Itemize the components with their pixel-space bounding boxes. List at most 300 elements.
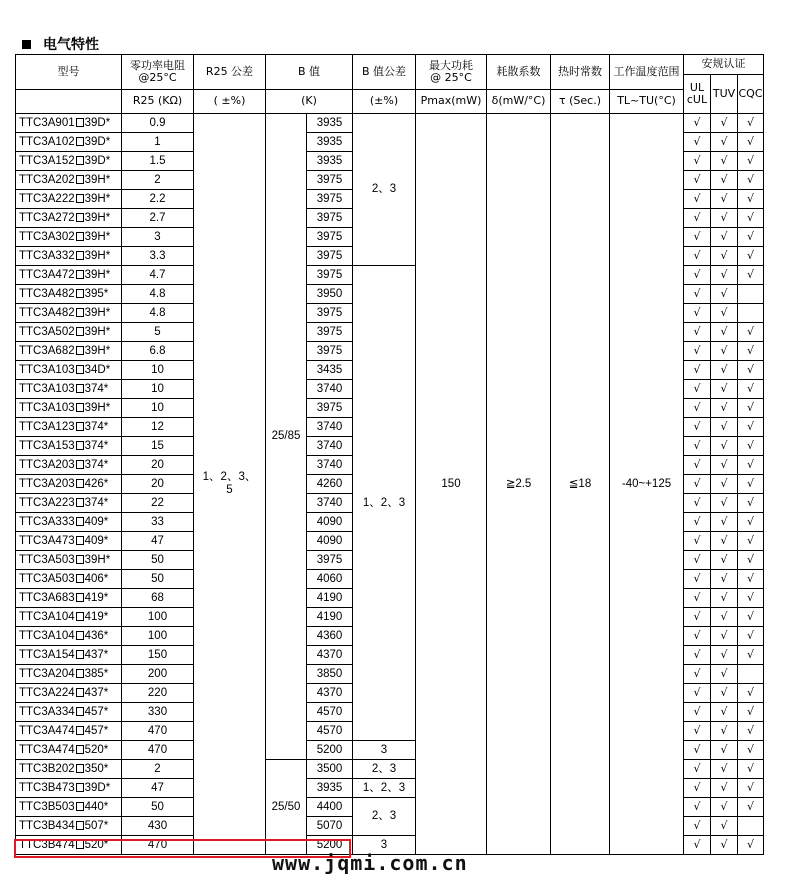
unit-model <box>16 90 122 114</box>
placeholder-box-icon <box>76 574 84 583</box>
b-value-cell: 5070 <box>307 817 353 836</box>
model-cell <box>16 171 122 190</box>
placeholder-box-icon <box>76 289 84 298</box>
tuv-check-cell: √ <box>711 152 738 171</box>
model-cell <box>16 152 122 171</box>
model-prefix: TTC3A683 <box>19 591 75 604</box>
tuv-check-cell: √ <box>711 494 738 513</box>
temp-range-cell: -40~+125 <box>610 114 684 855</box>
model-prefix: TTC3A103 <box>19 363 75 376</box>
header-b-tolerance: B 值公差 <box>353 55 416 90</box>
b-tolerance-cell: 2、3 <box>353 798 416 836</box>
ul-check-cell: √ <box>684 228 711 247</box>
placeholder-box-icon <box>76 327 84 336</box>
cqc-check-cell: √ <box>738 152 764 171</box>
placeholder-box-icon <box>76 118 84 127</box>
cqc-check-cell <box>738 304 764 323</box>
r25-cell: 3 <box>122 228 194 247</box>
tuv-check-cell: √ <box>711 114 738 133</box>
model-suffix: 374* <box>84 439 109 452</box>
tuv-check-cell: √ <box>711 228 738 247</box>
model-suffix: 406* <box>84 572 109 585</box>
cqc-check-cell: √ <box>738 741 764 760</box>
tuv-check-cell: √ <box>711 342 738 361</box>
model-prefix: TTC3A482 <box>19 287 75 300</box>
tuv-check-cell: √ <box>711 418 738 437</box>
ul-check-cell: √ <box>684 836 711 855</box>
model-cell <box>16 532 122 551</box>
ul-check-cell: √ <box>684 380 711 399</box>
r25-cell: 2.2 <box>122 190 194 209</box>
cqc-check-cell: √ <box>738 247 764 266</box>
model-cell <box>16 456 122 475</box>
square-bullet-icon <box>22 40 31 49</box>
header-ul: UL cUL <box>684 75 711 114</box>
ul-check-cell: √ <box>684 475 711 494</box>
b-value-cell: 3950 <box>307 285 353 304</box>
b-value-cell: 3975 <box>307 304 353 323</box>
ul-check-cell: √ <box>684 589 711 608</box>
b-value-cell: 3975 <box>307 266 353 285</box>
model-prefix: TTC3A474 <box>19 743 75 756</box>
b-value-cell: 3975 <box>307 551 353 570</box>
r25-cell: 50 <box>122 570 194 589</box>
header-cqc: CQC <box>738 75 764 114</box>
b-value-cell: 3975 <box>307 171 353 190</box>
model-suffix: 436* <box>84 629 109 642</box>
model-cell <box>16 209 122 228</box>
table-row <box>16 114 764 133</box>
model-suffix: 409* <box>84 515 109 528</box>
ul-check-cell: √ <box>684 741 711 760</box>
model-suffix: 39H* <box>84 306 111 319</box>
placeholder-box-icon <box>76 669 84 678</box>
ul-check-cell: √ <box>684 190 711 209</box>
placeholder-box-icon <box>76 840 84 849</box>
model-cell <box>16 798 122 817</box>
header-tuv: TUV <box>711 75 738 114</box>
placeholder-box-icon <box>76 707 84 716</box>
model-cell <box>16 304 122 323</box>
ul-check-cell: √ <box>684 513 711 532</box>
cqc-check-cell: √ <box>738 266 764 285</box>
cqc-check-cell: √ <box>738 760 764 779</box>
r25-cell: 33 <box>122 513 194 532</box>
placeholder-box-icon <box>76 270 84 279</box>
model-cell <box>16 247 122 266</box>
r25-cell: 470 <box>122 741 194 760</box>
cqc-check-cell: √ <box>738 551 764 570</box>
r25-cell: 4.7 <box>122 266 194 285</box>
model-prefix: TTC3A224 <box>19 686 75 699</box>
placeholder-box-icon <box>76 555 84 564</box>
tuv-check-cell: √ <box>711 684 738 703</box>
header-safety: 安规认证 <box>684 55 764 75</box>
model-prefix: TTC3A203 <box>19 458 75 471</box>
model-prefix: TTC3A204 <box>19 667 75 680</box>
ul-check-cell: √ <box>684 399 711 418</box>
r25-cell: 1 <box>122 133 194 152</box>
b-value-cell: 3850 <box>307 665 353 684</box>
cqc-check-cell: √ <box>738 228 764 247</box>
b-value-cell: 3975 <box>307 342 353 361</box>
placeholder-box-icon <box>76 460 84 469</box>
r25-cell: 430 <box>122 817 194 836</box>
ul-check-cell: √ <box>684 342 711 361</box>
b-group-cell: 25/85 <box>266 114 307 760</box>
b-tolerance-cell: 3 <box>353 741 416 760</box>
placeholder-box-icon <box>76 213 84 222</box>
ul-check-cell: √ <box>684 722 711 741</box>
model-suffix: 419* <box>84 591 109 604</box>
b-value-cell: 4370 <box>307 646 353 665</box>
model-suffix: 39H* <box>84 230 111 243</box>
model-suffix: 385* <box>84 667 109 680</box>
r25-cell: 470 <box>122 836 194 855</box>
b-value-cell: 3975 <box>307 228 353 247</box>
cqc-check-cell <box>738 817 764 836</box>
header-thermal-time: 热时常数 <box>551 55 610 90</box>
model-suffix: 39H* <box>84 249 111 262</box>
ul-check-cell: √ <box>684 266 711 285</box>
cqc-check-cell: √ <box>738 361 764 380</box>
model-cell <box>16 190 122 209</box>
tuv-check-cell: √ <box>711 722 738 741</box>
model-cell <box>16 627 122 646</box>
placeholder-box-icon <box>76 650 84 659</box>
placeholder-box-icon <box>76 593 84 602</box>
ul-check-cell: √ <box>684 209 711 228</box>
r25-tolerance-cell: 1、2、3、5 <box>194 114 266 855</box>
ul-check-cell: √ <box>684 703 711 722</box>
tuv-check-cell: √ <box>711 532 738 551</box>
model-prefix: TTC3B473 <box>19 781 75 794</box>
model-cell <box>16 665 122 684</box>
section-title <box>22 34 99 54</box>
r25-cell: 12 <box>122 418 194 437</box>
model-cell <box>16 323 122 342</box>
tuv-check-cell: √ <box>711 779 738 798</box>
cqc-check-cell: √ <box>738 418 764 437</box>
tuv-check-cell: √ <box>711 646 738 665</box>
tuv-check-cell: √ <box>711 437 738 456</box>
cqc-check-cell: √ <box>738 513 764 532</box>
tuv-check-cell: √ <box>711 323 738 342</box>
model-cell <box>16 133 122 152</box>
b-value-cell: 4360 <box>307 627 353 646</box>
placeholder-box-icon <box>76 821 84 830</box>
placeholder-box-icon <box>76 251 84 260</box>
ul-check-cell: √ <box>684 779 711 798</box>
b-value-cell: 3935 <box>307 152 353 171</box>
tuv-check-cell: √ <box>711 285 738 304</box>
placeholder-box-icon <box>76 783 84 792</box>
ul-check-cell: √ <box>684 437 711 456</box>
tuv-check-cell: √ <box>711 760 738 779</box>
b-value-cell: 3975 <box>307 399 353 418</box>
model-prefix: TTC3A103 <box>19 382 75 395</box>
model-suffix: 39H* <box>84 268 111 281</box>
b-value-cell: 3975 <box>307 209 353 228</box>
cqc-check-cell: √ <box>738 779 764 798</box>
placeholder-box-icon <box>76 194 84 203</box>
model-cell <box>16 646 122 665</box>
dissipation-cell: ≧2.5 <box>487 114 551 855</box>
unit-pmax: Pmax(mW) <box>416 90 487 114</box>
model-prefix: TTC3B503 <box>19 800 75 813</box>
tuv-check-cell: √ <box>711 171 738 190</box>
model-cell <box>16 399 122 418</box>
r25-cell: 10 <box>122 380 194 399</box>
tuv-check-cell: √ <box>711 399 738 418</box>
model-cell <box>16 741 122 760</box>
ul-check-cell: √ <box>684 646 711 665</box>
placeholder-box-icon <box>76 726 84 735</box>
r25-cell: 470 <box>122 722 194 741</box>
model-suffix: 507* <box>84 819 109 832</box>
model-suffix: 39H* <box>84 401 111 414</box>
r25-cell: 50 <box>122 551 194 570</box>
r25-cell: 4.8 <box>122 304 194 323</box>
model-prefix: TTC3A203 <box>19 477 75 490</box>
b-value-cell: 4570 <box>307 703 353 722</box>
r25-cell: 4.8 <box>122 285 194 304</box>
ul-check-cell: √ <box>684 247 711 266</box>
ul-check-cell: √ <box>684 665 711 684</box>
b-value-cell: 3975 <box>307 323 353 342</box>
table-body <box>16 114 764 855</box>
model-prefix: TTC3A302 <box>19 230 75 243</box>
tuv-check-cell: √ <box>711 456 738 475</box>
model-prefix: TTC3A503 <box>19 572 75 585</box>
model-prefix: TTC3A482 <box>19 306 75 319</box>
model-suffix: 39D* <box>84 154 111 167</box>
tuv-check-cell: √ <box>711 570 738 589</box>
r25-cell: 47 <box>122 532 194 551</box>
b-value-cell: 4260 <box>307 475 353 494</box>
model-prefix: TTC3A152 <box>19 154 75 167</box>
tuv-check-cell: √ <box>711 703 738 722</box>
placeholder-box-icon <box>76 498 84 507</box>
b-value-cell: 3935 <box>307 133 353 152</box>
cqc-check-cell: √ <box>738 475 764 494</box>
tuv-check-cell: √ <box>711 817 738 836</box>
placeholder-box-icon <box>76 232 84 241</box>
ul-check-cell: √ <box>684 133 711 152</box>
header-dissipation: 耗散系数 <box>487 55 551 90</box>
b-value-cell: 3935 <box>307 114 353 133</box>
cqc-check-cell: √ <box>738 646 764 665</box>
model-cell <box>16 513 122 532</box>
header-b-value: B 值 <box>266 55 353 90</box>
model-cell <box>16 285 122 304</box>
ul-check-cell: √ <box>684 304 711 323</box>
placeholder-box-icon <box>76 422 84 431</box>
tuv-check-cell: √ <box>711 266 738 285</box>
cqc-check-cell: √ <box>738 209 764 228</box>
r25-cell: 200 <box>122 665 194 684</box>
tuv-check-cell: √ <box>711 380 738 399</box>
b-value-cell: 3435 <box>307 361 353 380</box>
ul-check-cell: √ <box>684 456 711 475</box>
model-prefix: TTC3A222 <box>19 192 75 205</box>
tuv-check-cell: √ <box>711 513 738 532</box>
ul-check-cell: √ <box>684 817 711 836</box>
cqc-check-cell: √ <box>738 722 764 741</box>
ul-check-cell: √ <box>684 570 711 589</box>
unit-dissipation: δ(mW/°C) <box>487 90 551 114</box>
r25-cell: 5 <box>122 323 194 342</box>
model-cell <box>16 703 122 722</box>
r25-cell: 2.7 <box>122 209 194 228</box>
unit-r25-tolerance: ( ±%) <box>194 90 266 114</box>
placeholder-box-icon <box>76 631 84 640</box>
model-prefix: TTC3A272 <box>19 211 75 224</box>
model-suffix: 457* <box>84 705 109 718</box>
pmax-cell: 150 <box>416 114 487 855</box>
cqc-check-cell: √ <box>738 798 764 817</box>
b-value-cell: 3740 <box>307 437 353 456</box>
model-cell <box>16 817 122 836</box>
r25-cell: 22 <box>122 494 194 513</box>
placeholder-box-icon <box>76 536 84 545</box>
model-suffix: 457* <box>84 724 109 737</box>
tuv-check-cell: √ <box>711 551 738 570</box>
model-suffix: 437* <box>84 686 109 699</box>
model-prefix: TTC3A901 <box>19 116 75 129</box>
model-cell <box>16 760 122 779</box>
r25-cell: 20 <box>122 475 194 494</box>
model-prefix: TTC3A104 <box>19 610 75 623</box>
cqc-check-cell <box>738 665 764 684</box>
tuv-check-cell: √ <box>711 627 738 646</box>
model-suffix: 426* <box>84 477 109 490</box>
ul-check-cell: √ <box>684 532 711 551</box>
placeholder-box-icon <box>76 156 84 165</box>
r25-cell: 6.8 <box>122 342 194 361</box>
model-prefix: TTC3A503 <box>19 553 75 566</box>
model-suffix: 34D* <box>84 363 111 376</box>
header-r25: 零功率电阻 @25°C <box>122 55 194 90</box>
model-cell <box>16 418 122 437</box>
ul-check-cell: √ <box>684 760 711 779</box>
cqc-check-cell: √ <box>738 608 764 627</box>
r25-cell: 20 <box>122 456 194 475</box>
model-prefix: TTC3A154 <box>19 648 75 661</box>
model-suffix: 39D* <box>84 135 111 148</box>
ul-check-cell: √ <box>684 551 711 570</box>
b-value-cell: 3500 <box>307 760 353 779</box>
b-value-cell: 3740 <box>307 380 353 399</box>
r25-cell: 2 <box>122 171 194 190</box>
r25-cell: 100 <box>122 627 194 646</box>
tuv-check-cell: √ <box>711 589 738 608</box>
model-prefix: TTC3A102 <box>19 135 75 148</box>
tuv-check-cell: √ <box>711 190 738 209</box>
cqc-check-cell: √ <box>738 323 764 342</box>
model-cell <box>16 836 122 855</box>
tuv-check-cell: √ <box>711 475 738 494</box>
cqc-check-cell: √ <box>738 570 764 589</box>
thermal-time-cell: ≦18 <box>551 114 610 855</box>
model-prefix: TTC3A103 <box>19 401 75 414</box>
model-suffix: 39H* <box>84 192 111 205</box>
r25-cell: 150 <box>122 646 194 665</box>
r25-cell: 100 <box>122 608 194 627</box>
model-suffix: 39H* <box>84 553 111 566</box>
cqc-check-cell: √ <box>738 380 764 399</box>
model-suffix: 440* <box>84 800 109 813</box>
model-cell <box>16 380 122 399</box>
model-suffix: 350* <box>84 762 109 775</box>
b-value-cell: 3975 <box>307 247 353 266</box>
b-tolerance-cell: 2、3 <box>353 114 416 266</box>
model-suffix: 395* <box>84 287 109 300</box>
placeholder-box-icon <box>76 802 84 811</box>
unit-b-value: (K) <box>266 90 353 114</box>
placeholder-box-icon <box>76 346 84 355</box>
watermark: www.jqmi.com.cn <box>272 851 468 875</box>
ul-check-cell: √ <box>684 798 711 817</box>
tuv-check-cell: √ <box>711 209 738 228</box>
ul-check-cell: √ <box>684 285 711 304</box>
model-prefix: TTC3A223 <box>19 496 75 509</box>
b-tolerance-cell: 1、2、3 <box>353 266 416 741</box>
tuv-check-cell: √ <box>711 247 738 266</box>
placeholder-box-icon <box>76 175 84 184</box>
model-suffix: 39H* <box>84 325 111 338</box>
r25-cell: 50 <box>122 798 194 817</box>
model-prefix: TTC3A334 <box>19 705 75 718</box>
placeholder-box-icon <box>76 365 84 374</box>
cqc-check-cell: √ <box>738 456 764 475</box>
model-suffix: 39D* <box>84 116 111 129</box>
b-value-cell: 4570 <box>307 722 353 741</box>
header-pmax: 最大功耗 @ 25°C <box>416 55 487 90</box>
cqc-check-cell: √ <box>738 342 764 361</box>
unit-r25: R25 (KΩ) <box>122 90 194 114</box>
model-prefix: TTC3A332 <box>19 249 75 262</box>
model-suffix: 374* <box>84 496 109 509</box>
placeholder-box-icon <box>76 688 84 697</box>
tuv-check-cell: √ <box>711 741 738 760</box>
model-suffix: 39D* <box>84 781 111 794</box>
model-prefix: TTC3A153 <box>19 439 75 452</box>
placeholder-box-icon <box>76 745 84 754</box>
model-prefix: TTC3A123 <box>19 420 75 433</box>
tuv-check-cell: √ <box>711 361 738 380</box>
r25-cell: 15 <box>122 437 194 456</box>
ul-check-cell: √ <box>684 323 711 342</box>
tuv-check-cell: √ <box>711 798 738 817</box>
unit-temp-range: TL~TU(°C) <box>610 90 684 114</box>
ul-check-cell: √ <box>684 418 711 437</box>
model-suffix: 419* <box>84 610 109 623</box>
model-cell <box>16 342 122 361</box>
b-value-cell: 4090 <box>307 532 353 551</box>
b-group-cell: 25/50 <box>266 760 307 855</box>
cqc-check-cell: √ <box>738 532 764 551</box>
b-value-cell: 4190 <box>307 589 353 608</box>
model-prefix: TTC3B202 <box>19 762 75 775</box>
b-tolerance-cell: 1、2、3 <box>353 779 416 798</box>
model-cell <box>16 475 122 494</box>
model-suffix: 39H* <box>84 211 111 224</box>
model-prefix: TTC3A333 <box>19 515 75 528</box>
model-suffix: 39H* <box>84 173 111 186</box>
tuv-check-cell: √ <box>711 133 738 152</box>
model-prefix: TTC3A473 <box>19 534 75 547</box>
